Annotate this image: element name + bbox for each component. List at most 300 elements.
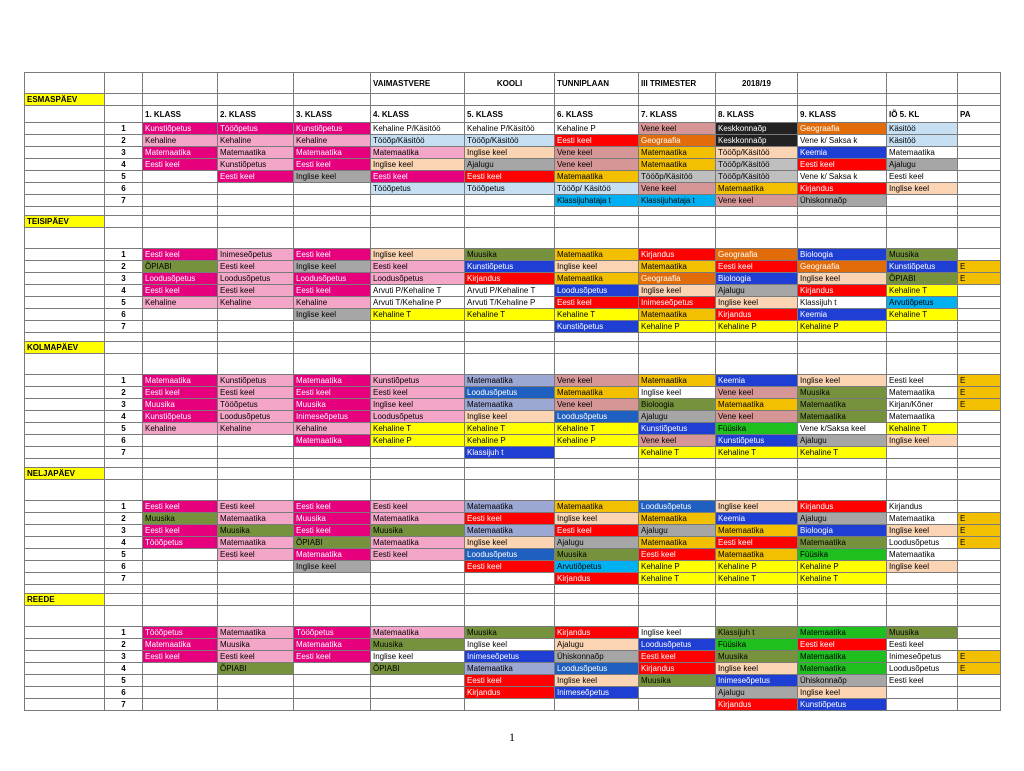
lesson-cell: Eesti keel — [218, 285, 294, 297]
blank-cell — [639, 354, 716, 375]
blank-cell — [465, 342, 555, 354]
lesson-cell: Matemaatika — [798, 399, 887, 411]
title-cell — [25, 73, 105, 94]
lesson-cell — [143, 183, 218, 195]
blank-cell — [25, 627, 105, 639]
blank-cell — [887, 594, 958, 606]
lesson-cell — [143, 171, 218, 183]
lesson-cell: Kehaline T — [555, 423, 639, 435]
lesson-cell: Ajalugu — [555, 537, 639, 549]
lesson-cell — [639, 687, 716, 699]
lesson-cell: Vene keel — [716, 195, 798, 207]
lesson-cell: Tööõpetus — [465, 183, 555, 195]
blank-cell — [887, 342, 958, 354]
blank-cell — [25, 537, 105, 549]
blank-cell — [25, 195, 105, 207]
lesson-row — [25, 423, 1001, 435]
lesson-cell: ÕPIABI — [887, 273, 958, 285]
lesson-cell — [887, 321, 958, 333]
lesson-row — [25, 699, 1001, 711]
lesson-cell — [143, 549, 218, 561]
blank-cell — [555, 354, 639, 375]
lesson-cell: Kehaline — [218, 423, 294, 435]
lesson-row — [25, 387, 1001, 399]
blank-cell — [371, 228, 465, 249]
class-header-row — [25, 106, 1001, 123]
lesson-cell: Vene k/Saksa keel — [798, 423, 887, 435]
lesson-cell: Eesti keel — [465, 513, 555, 525]
lesson-cell: Muusika — [371, 525, 465, 537]
gap-row — [25, 606, 1001, 627]
lesson-cell: Matemaatika — [555, 501, 639, 513]
lesson-cell: Kunstiõpetus — [639, 423, 716, 435]
lesson-cell: Inglise keel — [294, 309, 371, 321]
blank-cell — [25, 399, 105, 411]
blank-cell — [639, 480, 716, 501]
lesson-number: 6 — [105, 309, 143, 321]
lesson-cell: Eesti keel — [143, 159, 218, 171]
title-cell — [958, 73, 1001, 94]
lesson-cell — [218, 699, 294, 711]
lesson-row — [25, 135, 1001, 147]
lesson-cell: Matemaatika — [555, 273, 639, 285]
lesson-cell: Loodusõpetus — [887, 663, 958, 675]
lesson-cell: Kirjan/Kõner — [887, 399, 958, 411]
lesson-cell: Geograafia — [798, 261, 887, 273]
lesson-cell: Inglise keel — [887, 435, 958, 447]
lesson-cell: ÕPIABI — [143, 261, 218, 273]
lesson-number: 7 — [105, 699, 143, 711]
lesson-cell — [218, 195, 294, 207]
lesson-cell: Arvutiõpetus — [887, 297, 958, 309]
lesson-cell: Kirjandus — [465, 687, 555, 699]
blank-cell — [25, 207, 105, 216]
lesson-number: 2 — [105, 135, 143, 147]
blank-cell — [371, 207, 465, 216]
blank-cell — [716, 468, 798, 480]
lesson-cell — [294, 663, 371, 675]
lesson-cell: Matemaatika — [639, 261, 716, 273]
lesson-cell: Muusika — [218, 639, 294, 651]
blank-cell — [958, 228, 1001, 249]
lesson-cell: Matemaatika — [465, 663, 555, 675]
lesson-cell — [958, 171, 1001, 183]
lesson-row — [25, 435, 1001, 447]
lesson-row — [25, 261, 1001, 273]
lesson-cell: Füüsika — [798, 549, 887, 561]
blank-cell — [798, 354, 887, 375]
lesson-cell — [555, 699, 639, 711]
lesson-cell: Loodusõpetus — [555, 663, 639, 675]
blank-cell — [25, 354, 105, 375]
blank-cell — [716, 585, 798, 594]
blank-cell — [218, 594, 294, 606]
blank-cell — [798, 606, 887, 627]
lesson-cell: Inimeseõpetus — [887, 651, 958, 663]
blank-cell — [555, 207, 639, 216]
lesson-row — [25, 123, 1001, 135]
blank-cell — [25, 375, 105, 387]
lesson-cell: Inglise keel — [555, 513, 639, 525]
lesson-number: 3 — [105, 399, 143, 411]
lesson-cell — [887, 687, 958, 699]
lesson-number: 5 — [105, 297, 143, 309]
blank-cell — [105, 459, 143, 468]
lesson-cell: Ajalugu — [798, 513, 887, 525]
gap-row — [25, 354, 1001, 375]
blank-cell — [958, 342, 1001, 354]
lesson-cell: Inglise keel — [639, 627, 716, 639]
lesson-cell: Kehaline P — [555, 123, 639, 135]
lesson-cell: Muusika — [465, 627, 555, 639]
lesson-row — [25, 297, 1001, 309]
lesson-cell: Matemaatika — [218, 627, 294, 639]
class-header: IÕ 5. KL — [887, 106, 958, 123]
blank-cell — [887, 585, 958, 594]
lesson-cell: Kunstiõpetus — [371, 375, 465, 387]
gap-row — [25, 333, 1001, 342]
lesson-cell: Muusika — [555, 549, 639, 561]
lesson-cell: Kehaline — [218, 135, 294, 147]
lesson-cell: Matemaatika — [555, 249, 639, 261]
lesson-cell: Eesti keel — [218, 651, 294, 663]
lesson-cell: Arvuti T/Kehaline P — [465, 297, 555, 309]
lesson-number: 1 — [105, 123, 143, 135]
lesson-cell: Tööõp/Käsitöö — [716, 147, 798, 159]
blank-cell — [555, 594, 639, 606]
lesson-cell: Kirjandus — [555, 627, 639, 639]
blank-cell — [465, 585, 555, 594]
blank-cell — [887, 468, 958, 480]
class-header: 3. KLASS — [294, 106, 371, 123]
lesson-cell: Matemaatika — [465, 399, 555, 411]
lesson-cell — [294, 687, 371, 699]
lesson-cell: Vene keel — [716, 387, 798, 399]
blank-cell — [25, 147, 105, 159]
lesson-cell: Kehaline — [143, 135, 218, 147]
blank-cell — [887, 216, 958, 228]
blank-cell — [25, 513, 105, 525]
blank-cell — [371, 585, 465, 594]
lesson-cell: Inglise keel — [371, 399, 465, 411]
blank-cell — [798, 468, 887, 480]
lesson-number: 2 — [105, 513, 143, 525]
lesson-cell: Kunstiõpetus — [218, 375, 294, 387]
blank-cell — [555, 333, 639, 342]
lesson-number: 1 — [105, 627, 143, 639]
lesson-number: 6 — [105, 561, 143, 573]
lesson-cell: Kehaline T — [887, 285, 958, 297]
lesson-cell: Matemaatika — [798, 411, 887, 423]
lesson-cell: Ajalugu — [716, 687, 798, 699]
lesson-cell — [371, 195, 465, 207]
lesson-cell: Eesti keel — [555, 135, 639, 147]
blank-cell — [555, 459, 639, 468]
lesson-cell — [218, 435, 294, 447]
lesson-cell: Muusika — [716, 651, 798, 663]
lesson-cell: Eesti keel — [555, 297, 639, 309]
blank-cell — [958, 594, 1001, 606]
day-label: REEDE — [25, 594, 105, 606]
blank-cell — [465, 94, 555, 106]
lesson-row — [25, 663, 1001, 675]
lesson-number: 4 — [105, 159, 143, 171]
class-header: 2. KLASS — [218, 106, 294, 123]
blank-cell — [218, 354, 294, 375]
blank-cell — [555, 480, 639, 501]
blank-cell — [218, 333, 294, 342]
lesson-cell — [143, 561, 218, 573]
blank-cell — [143, 94, 218, 106]
lesson-cell: Matemaatika — [716, 183, 798, 195]
lesson-number: 6 — [105, 183, 143, 195]
lesson-cell: Inimeseõpetus — [639, 297, 716, 309]
blank-cell — [465, 354, 555, 375]
lesson-row — [25, 309, 1001, 321]
lesson-cell: Kehaline T — [716, 573, 798, 585]
blank-cell — [105, 354, 143, 375]
title-cell — [294, 73, 371, 94]
blank-cell — [218, 216, 294, 228]
blank-cell — [25, 675, 105, 687]
blank-cell — [25, 573, 105, 585]
blank-cell — [555, 606, 639, 627]
lesson-cell: Kehaline P — [555, 435, 639, 447]
lesson-row — [25, 411, 1001, 423]
blank-cell — [294, 354, 371, 375]
blank-cell — [887, 94, 958, 106]
lesson-cell — [958, 501, 1001, 513]
lesson-cell: Kehaline T — [887, 309, 958, 321]
lesson-cell — [218, 321, 294, 333]
blank-cell — [25, 447, 105, 459]
lesson-cell: Eesti keel — [218, 387, 294, 399]
lesson-cell: Loodusõpetus — [218, 273, 294, 285]
blank-cell — [105, 585, 143, 594]
lesson-cell: Tööõpetus — [143, 627, 218, 639]
lesson-cell: Ajalugu — [639, 411, 716, 423]
lesson-cell — [218, 183, 294, 195]
blank-cell — [25, 651, 105, 663]
blank-cell — [105, 216, 143, 228]
lesson-cell — [465, 321, 555, 333]
blank-cell — [218, 94, 294, 106]
blank-cell — [958, 333, 1001, 342]
lesson-cell: Klassijuhataja t — [555, 195, 639, 207]
blank-cell — [25, 663, 105, 675]
lesson-cell — [218, 573, 294, 585]
lesson-cell: Kehaline P — [716, 561, 798, 573]
lesson-row — [25, 525, 1001, 537]
title-part: TUNNIPLAAN — [555, 73, 639, 94]
lesson-cell: Eesti keel — [143, 651, 218, 663]
lesson-cell — [958, 549, 1001, 561]
blank-cell — [105, 342, 143, 354]
lesson-number: 4 — [105, 285, 143, 297]
title-row — [25, 73, 1001, 94]
blank-cell — [639, 606, 716, 627]
timetable — [24, 72, 1001, 711]
lesson-cell — [958, 699, 1001, 711]
lesson-cell: Geograafia — [798, 123, 887, 135]
lesson-cell: Eesti keel — [218, 549, 294, 561]
day-row — [25, 468, 1001, 480]
lesson-cell: Inimeseõpetus — [294, 411, 371, 423]
lesson-cell: Tööõpetus — [143, 537, 218, 549]
blank-cell — [958, 94, 1001, 106]
title-part: 2018/19 — [716, 73, 798, 94]
lesson-cell: Matemaatika — [371, 537, 465, 549]
lesson-cell: Matemaatika — [294, 375, 371, 387]
lesson-cell — [294, 573, 371, 585]
lesson-cell: Inglise keel — [887, 561, 958, 573]
lesson-cell: Muusika — [218, 525, 294, 537]
blank-cell — [25, 123, 105, 135]
lesson-cell — [294, 699, 371, 711]
lesson-cell: Bioloogia — [716, 273, 798, 285]
blank-cell — [798, 480, 887, 501]
lesson-cell — [294, 321, 371, 333]
blank-cell — [716, 594, 798, 606]
lesson-row — [25, 573, 1001, 585]
lesson-cell: Tööõp/Käsitöö — [639, 171, 716, 183]
lesson-cell — [887, 447, 958, 459]
lesson-number: 1 — [105, 249, 143, 261]
lesson-cell: Tööõp/Käsitöö — [716, 171, 798, 183]
lesson-cell — [371, 321, 465, 333]
lesson-cell: ÕPIABI — [294, 537, 371, 549]
lesson-cell: E — [958, 651, 1001, 663]
gap-row — [25, 228, 1001, 249]
lesson-cell: Kunstiõpetus — [887, 261, 958, 273]
lesson-cell — [887, 195, 958, 207]
title-cell — [143, 73, 218, 94]
blank-cell — [218, 342, 294, 354]
lesson-cell: Inglise keel — [716, 501, 798, 513]
lesson-cell: Muusika — [465, 249, 555, 261]
blank-cell — [143, 468, 218, 480]
blank-cell — [143, 585, 218, 594]
blank-cell — [371, 594, 465, 606]
lesson-cell — [218, 309, 294, 321]
lesson-cell: Muusika — [371, 639, 465, 651]
lesson-number: 2 — [105, 387, 143, 399]
lesson-row — [25, 651, 1001, 663]
blank-cell — [371, 94, 465, 106]
lesson-cell: Eesti keel — [294, 651, 371, 663]
lesson-cell: Matemaatika — [294, 147, 371, 159]
blank-cell — [371, 606, 465, 627]
blank-cell — [25, 435, 105, 447]
lesson-cell: Kehaline T — [465, 423, 555, 435]
blank-cell — [143, 333, 218, 342]
lesson-cell — [958, 147, 1001, 159]
lesson-cell: Geograafia — [639, 273, 716, 285]
blank-cell — [798, 459, 887, 468]
lesson-row — [25, 639, 1001, 651]
blank-cell — [371, 333, 465, 342]
lesson-cell: Ajalugu — [716, 285, 798, 297]
lesson-cell: Matemaatika — [639, 513, 716, 525]
lesson-cell: Kirjandus — [798, 501, 887, 513]
lesson-cell — [958, 123, 1001, 135]
class-header: PA — [958, 106, 1001, 123]
blank-cell — [887, 480, 958, 501]
lesson-row — [25, 399, 1001, 411]
blank-cell — [294, 94, 371, 106]
lesson-cell: Matemaatika — [465, 501, 555, 513]
lesson-cell: Kunstiõpetus — [716, 435, 798, 447]
lesson-cell: Kehaline P — [798, 561, 887, 573]
lesson-cell: Loodusõpetus — [555, 285, 639, 297]
blank-cell — [105, 94, 143, 106]
lesson-cell: Inglise keel — [716, 297, 798, 309]
lesson-number: 1 — [105, 375, 143, 387]
lesson-cell: Kehaline — [143, 423, 218, 435]
lesson-cell: Matemaatika — [218, 147, 294, 159]
day-row — [25, 594, 1001, 606]
lesson-row — [25, 513, 1001, 525]
blank-cell — [294, 342, 371, 354]
lesson-cell: Tööõp/Käsitöö — [465, 135, 555, 147]
blank-cell — [294, 594, 371, 606]
blank-cell — [465, 594, 555, 606]
lesson-row — [25, 249, 1001, 261]
blank-cell — [958, 354, 1001, 375]
lesson-cell — [958, 321, 1001, 333]
lesson-cell: Eesti keel — [143, 249, 218, 261]
blank-cell — [105, 606, 143, 627]
lesson-cell: Loodusõpetus — [887, 537, 958, 549]
lesson-cell: Matemaatika — [716, 525, 798, 537]
lesson-cell: Ajalugu — [465, 159, 555, 171]
lesson-row — [25, 561, 1001, 573]
lesson-number: 7 — [105, 573, 143, 585]
lesson-row — [25, 273, 1001, 285]
lesson-cell — [958, 423, 1001, 435]
lesson-cell: Eesti keel — [639, 549, 716, 561]
lesson-row — [25, 195, 1001, 207]
lesson-row — [25, 159, 1001, 171]
blank-cell — [294, 207, 371, 216]
blank-cell — [716, 354, 798, 375]
lesson-cell: Käsitöö — [887, 135, 958, 147]
lesson-cell: Inimeseõpetus — [555, 687, 639, 699]
lesson-cell: Kehaline T — [465, 309, 555, 321]
lesson-cell: Kehaline — [294, 297, 371, 309]
lesson-cell: Kirjandus — [639, 249, 716, 261]
lesson-cell: Kehaline — [294, 423, 371, 435]
lesson-row — [25, 687, 1001, 699]
lesson-cell: Matemaatika — [798, 537, 887, 549]
lesson-cell — [218, 675, 294, 687]
lesson-cell: Matemaatika — [143, 375, 218, 387]
lesson-cell: Inglise keel — [294, 171, 371, 183]
lesson-cell: Inglise keel — [371, 249, 465, 261]
blank-cell — [887, 333, 958, 342]
blank-cell — [798, 585, 887, 594]
lesson-cell: Matemaatika — [716, 549, 798, 561]
lesson-cell — [143, 435, 218, 447]
lesson-cell: Eesti keel — [371, 387, 465, 399]
lesson-row — [25, 447, 1001, 459]
lesson-cell: Eesti keel — [716, 537, 798, 549]
lesson-cell: Ühiskonnaõp — [555, 651, 639, 663]
day-row — [25, 342, 1001, 354]
blank-cell — [465, 216, 555, 228]
lesson-cell: Eesti keel — [465, 171, 555, 183]
lesson-cell: Arvuti T/Kehaline P — [371, 297, 465, 309]
